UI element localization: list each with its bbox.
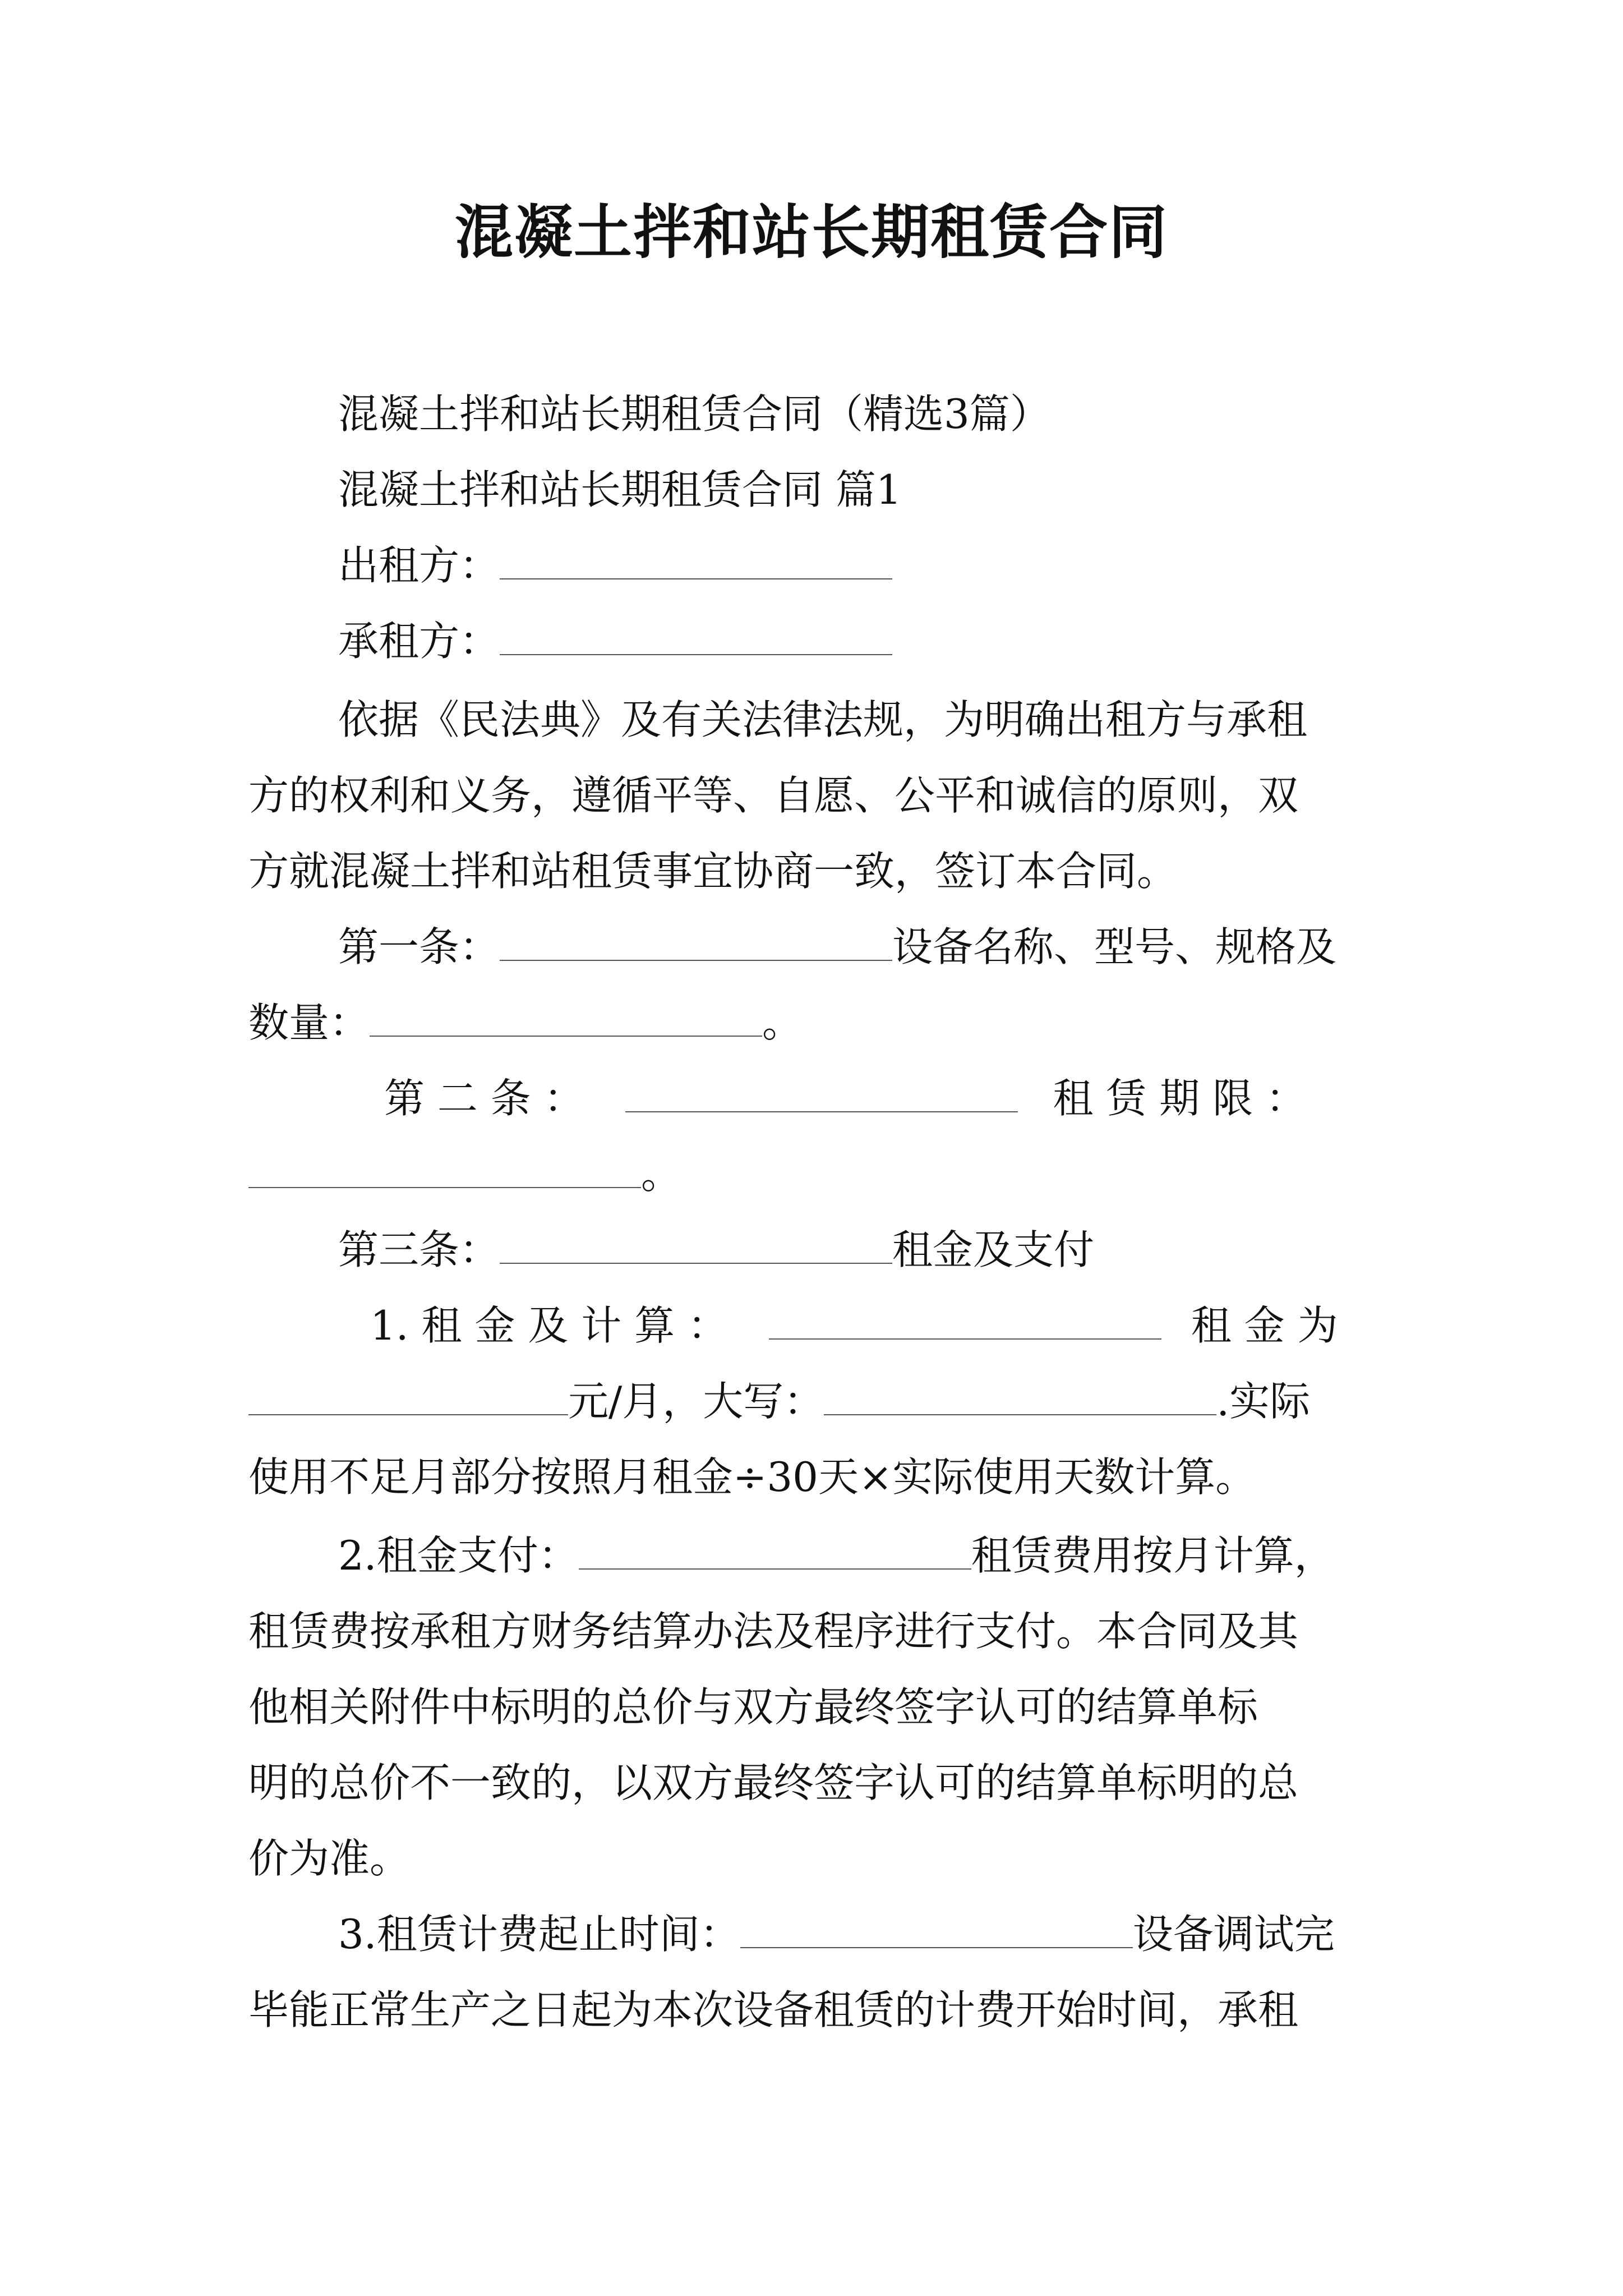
lessee-line	[338, 614, 892, 668]
lease-term-blank	[248, 1152, 641, 1188]
lessor-label: 出租方：	[338, 542, 500, 589]
item3-line-2: 毕能正常生产之日起为本次设备租赁的计费开始时间，承租	[248, 1986, 1299, 2033]
lessor-blank	[500, 544, 892, 579]
document-title: 混凝土拌和站长期租赁合同	[454, 197, 1168, 266]
article1-line	[338, 920, 1336, 974]
article2-label: 第 二 条 ：	[384, 1075, 584, 1122]
item1-blank	[769, 1304, 1161, 1340]
item2-line-3: 他相关附件中标明的总价与双方最终签字认可的结算单标	[248, 1683, 1258, 1731]
article1-cont-line	[248, 996, 803, 1050]
article2-text: 租 赁 期 限 ：	[1053, 1075, 1307, 1122]
monthly-rent-blank	[248, 1379, 568, 1415]
article3-blank	[500, 1228, 892, 1264]
period-mark: 。	[762, 999, 803, 1046]
article3-text: 租金及支付	[892, 1226, 1095, 1273]
item3-text: 设备调试完	[1132, 1911, 1335, 1958]
lessor-line	[338, 539, 892, 592]
item1-unit: 元/月，大写：	[568, 1378, 824, 1425]
article2-line	[384, 1071, 1306, 1125]
article1-text: 设备名称、型号、规格及	[892, 923, 1337, 970]
item3-label: 3.租赁计费起止时间：	[338, 1911, 740, 1958]
subtitle: 混凝土拌和站长期租赁合同（精选3篇）	[338, 390, 1050, 438]
article3-label: 第三条：	[338, 1226, 500, 1273]
item1-cont-line	[248, 1374, 1310, 1428]
item3-blank	[740, 1912, 1133, 1948]
item2-label: 2.租金支付：	[338, 1532, 579, 1579]
item2-line	[338, 1529, 1335, 1582]
period-mark-2: 。	[641, 1151, 682, 1198]
item2-line-4: 明的总价不一致的，以双方最终签字认可的结算单标明的总	[248, 1759, 1299, 1806]
item1-text: 租 金 为	[1191, 1302, 1338, 1349]
item2-line-2: 租赁费按承租方财务结算办法及程序进行支付。本合同及其	[248, 1608, 1299, 1655]
item2-blank	[579, 1534, 971, 1570]
quantity-blank	[370, 1001, 762, 1037]
article3-line	[338, 1223, 1094, 1277]
quantity-label: 数量：	[248, 999, 370, 1046]
lessee-blank	[500, 619, 892, 655]
part1-heading: 混凝土拌和站长期租赁合同 篇1	[338, 466, 902, 513]
lessee-label: 承租方：	[338, 618, 500, 665]
item1-line	[370, 1299, 1338, 1352]
item1-label: 1. 租 金 及 计 算 ：	[370, 1302, 728, 1349]
rent-uppercase-blank	[824, 1379, 1216, 1415]
item1-tail: .实际	[1216, 1378, 1311, 1425]
item1-line-3: 使用不足月部分按照月租金÷30天×实际使用天数计算。	[248, 1453, 1256, 1501]
article1-label: 第一条：	[338, 923, 500, 970]
intro-line-3: 方就混凝土拌和站租赁事宜协商一致，签订本合同。	[248, 848, 1178, 895]
item2-text: 租赁费用按月计算，	[971, 1532, 1335, 1579]
item2-line-5: 价为准。	[248, 1835, 411, 1882]
intro-line-1: 依据《民法典》及有关法律法规，为明确出租方与承租	[338, 696, 1308, 743]
article1-blank	[500, 925, 892, 961]
intro-line-2: 方的权利和义务，遵循平等、自愿、公平和诚信的原则，双	[248, 772, 1299, 819]
item3-line	[338, 1907, 1335, 1961]
article2-blank	[625, 1076, 1018, 1112]
article2-cont-line	[248, 1147, 681, 1201]
